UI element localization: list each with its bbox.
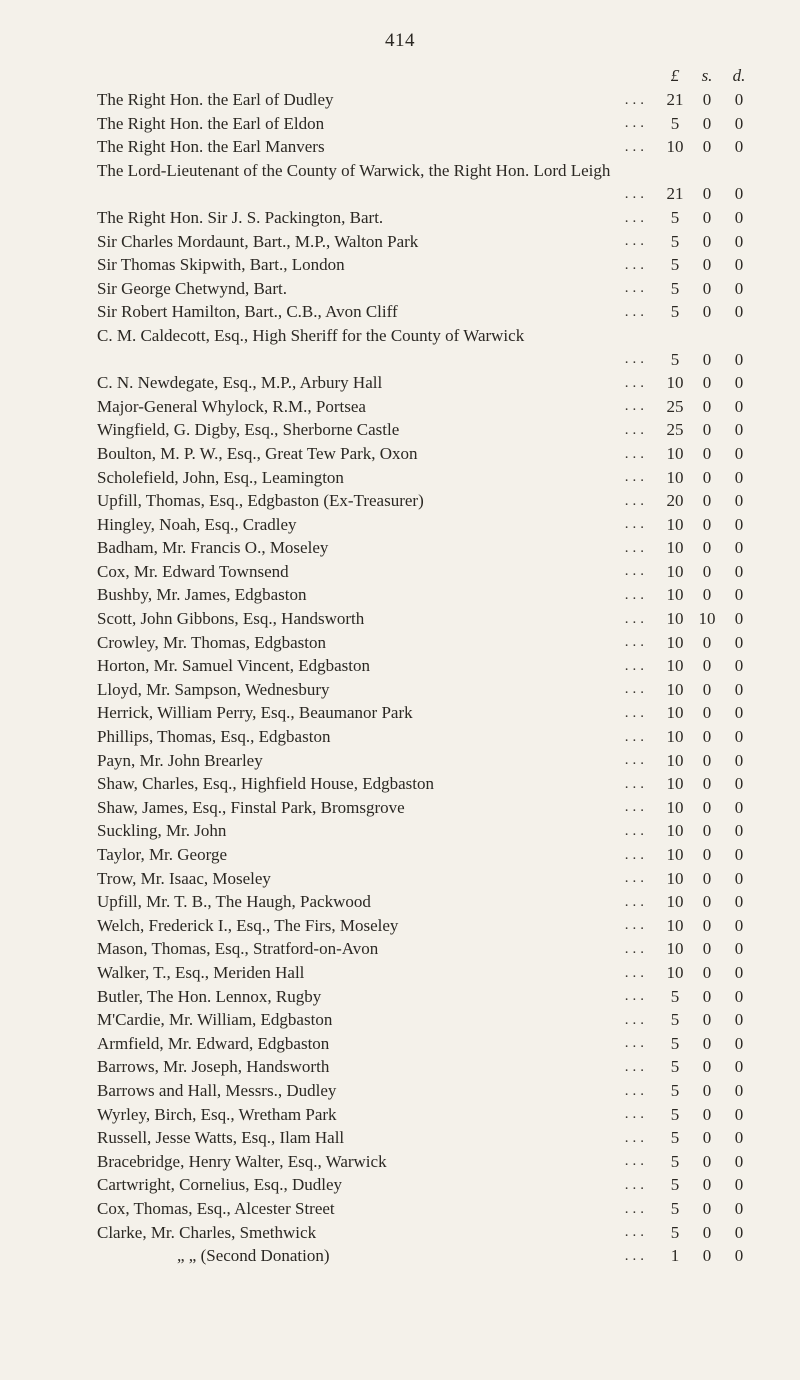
amount-shillings: 0: [702, 892, 712, 912]
subscriber-name: Phillips, Thomas, Esq., Edgbaston: [97, 727, 331, 747]
amount-pence: 0: [734, 868, 744, 888]
amount-pence: 0: [734, 538, 744, 558]
leader-dots: ...: [624, 138, 648, 155]
subscriber-name: Sir Thomas Skipwith, Bart., London: [97, 255, 345, 275]
amount-pence: 0: [734, 821, 744, 841]
amount-pence: 0: [734, 750, 744, 770]
leader-dots: ...: [624, 1011, 648, 1028]
amount-pence: 0: [734, 632, 744, 652]
amount-pence: 0: [734, 231, 744, 251]
amount-shillings: 0: [702, 538, 712, 558]
leader-dots: ...: [624, 233, 648, 250]
leader-dots: ...: [624, 374, 648, 391]
amount-pounds: 10: [666, 679, 684, 699]
subscriber-name: Butler, The Hon. Lennox, Rugby: [97, 986, 322, 1006]
subscriber-name: Badham, Mr. Francis O., Moseley: [97, 538, 329, 558]
list-item: [0, 253, 800, 277]
subscriber-name: Suckling, Mr. John: [97, 821, 227, 841]
list-item: [0, 1244, 800, 1268]
amount-shillings: 0: [702, 1246, 712, 1266]
subscriber-name: Scholefield, John, Esq., Leamington: [97, 467, 344, 487]
amount-pence: 0: [734, 349, 744, 369]
subscriber-list: [0, 88, 800, 1268]
amount-shillings: 0: [702, 255, 712, 275]
amount-shillings: 0: [702, 514, 712, 534]
amount-pence: 0: [734, 1104, 744, 1124]
amount-shillings: 0: [702, 585, 712, 605]
amount-pounds: 10: [666, 962, 684, 982]
amount-pence: 0: [734, 373, 744, 393]
amount-pounds: 10: [666, 774, 684, 794]
subscriber-name: The Right Hon. the Earl of Dudley: [97, 90, 334, 109]
subscriber-name: Herrick, William Perry, Esq., Beaumanor Park: [97, 703, 413, 723]
subscriber-name: Shaw, Charles, Esq., Highfield House, Edgbaston: [97, 774, 434, 794]
list-item: [0, 772, 800, 796]
subscriber-name: Sir Robert Hamilton, Bart., C.B., Avon Cliff: [97, 302, 398, 322]
amount-pounds: 10: [666, 609, 684, 629]
amount-shillings: 0: [702, 1010, 712, 1030]
amount-pence: 0: [734, 986, 744, 1006]
amount-shillings: 0: [702, 821, 712, 841]
list-item: [0, 890, 800, 914]
list-item: [0, 937, 800, 961]
subscriber-name: Armfield, Mr. Edward, Edgbaston: [97, 1033, 330, 1053]
leader-dots: ...: [624, 988, 648, 1005]
amount-pounds: 25: [666, 396, 684, 416]
amount-pence: 0: [734, 915, 744, 935]
amount-pence: 0: [734, 797, 744, 817]
list-item: [0, 631, 800, 655]
amount-pounds: 1: [670, 1246, 680, 1266]
amount-pounds: 5: [670, 1175, 680, 1195]
subscriber-name: Upfill, Mr. T. B., The Haugh, Packwood: [97, 892, 371, 912]
subscriber-name: „ „ (Second Donation): [177, 1246, 330, 1266]
amount-pence: 0: [734, 278, 744, 298]
list-item: [0, 277, 800, 301]
list-item: [0, 536, 800, 560]
amount-pounds: 5: [670, 1057, 680, 1077]
amount-shillings: 0: [702, 679, 712, 699]
amount-pounds: 5: [670, 1151, 680, 1171]
list-item: [0, 112, 800, 136]
amount-shillings: 0: [702, 845, 712, 864]
amount-pounds: 5: [670, 1010, 680, 1030]
leader-dots: ...: [624, 1200, 648, 1217]
list-item: [0, 442, 800, 466]
leader-dots: ...: [624, 351, 648, 368]
leader-dots: ...: [624, 799, 648, 816]
amount-pence: 0: [734, 396, 744, 416]
amount-shillings: 0: [702, 302, 712, 322]
amount-pounds: 10: [666, 632, 684, 652]
list-item: [0, 489, 800, 513]
amount-shillings: 0: [702, 939, 712, 959]
amount-shillings: 0: [702, 750, 712, 770]
amount-pounds: 10: [666, 868, 684, 888]
amount-shillings: 0: [702, 1222, 712, 1242]
amount-shillings: 0: [702, 184, 712, 204]
leader-dots: ...: [624, 1106, 648, 1123]
amount-shillings: 0: [702, 561, 712, 581]
amount-pence: 0: [734, 703, 744, 723]
leader-dots: ...: [624, 705, 648, 722]
amount-pounds: 5: [670, 1198, 680, 1218]
subscriber-name: Lloyd, Mr. Sampson, Wednesbury: [97, 679, 330, 699]
list-item: [0, 1008, 800, 1032]
list-item: [0, 513, 800, 537]
amount-shillings: 0: [702, 137, 712, 157]
amount-pence: 0: [734, 774, 744, 794]
amount-shillings: 10: [698, 609, 716, 629]
amount-shillings: 0: [702, 420, 712, 440]
amount-pence: 0: [734, 1198, 744, 1218]
subscriber-name: Clarke, Mr. Charles, Smethwick: [97, 1222, 317, 1242]
amount-shillings: 0: [702, 986, 712, 1006]
leader-dots: ...: [624, 823, 648, 839]
amount-pounds: 21: [666, 90, 684, 109]
amount-shillings: 0: [702, 443, 712, 463]
amount-pence: 0: [734, 1222, 744, 1242]
amount-pounds: 10: [666, 467, 684, 487]
leader-dots: ...: [624, 185, 648, 202]
amount-pounds: 5: [670, 231, 680, 251]
amount-pounds: 5: [670, 349, 680, 369]
amount-pounds: 10: [666, 727, 684, 747]
leader-dots: ...: [624, 516, 648, 533]
leader-dots: ...: [624, 1176, 648, 1193]
amount-shillings: 0: [702, 231, 712, 251]
amount-pounds: 10: [666, 656, 684, 676]
subscriber-name: Mason, Thomas, Esq., Stratford-on-Avon: [97, 939, 379, 959]
subscriber-name: Welch, Frederick I., Esq., The Firs, Moseley: [97, 915, 399, 935]
amount-pounds: 10: [666, 821, 684, 841]
amount-pounds: 5: [670, 113, 680, 133]
amount-pence: 0: [734, 207, 744, 227]
subscriber-name: Upfill, Thomas, Esq., Edgbaston (Ex-Treasurer): [97, 491, 424, 511]
amount-pence: 0: [734, 467, 744, 487]
amount-pounds: 10: [666, 797, 684, 817]
amount-pence: 0: [734, 514, 744, 534]
leader-dots: ...: [624, 634, 648, 651]
amount-pence: 0: [734, 656, 744, 676]
list-item: [0, 796, 800, 820]
subscriber-name: The Right Hon. the Earl of Eldon: [97, 113, 325, 133]
list-item: [0, 725, 800, 749]
subscriber-name: Sir George Chetwynd, Bart.: [97, 278, 287, 298]
subscriber-name: C. N. Newdegate, Esq., M.P., Arbury Hall: [97, 373, 383, 393]
pence-header: d.: [732, 66, 746, 85]
subscriber-name: Horton, Mr. Samuel Vincent, Edgbaston: [97, 656, 370, 676]
list-item: [0, 1126, 800, 1150]
amount-pounds: 10: [666, 750, 684, 770]
subscriber-name: Shaw, James, Esq., Finstal Park, Bromsgrove: [97, 797, 405, 817]
amount-pounds: 5: [670, 1222, 680, 1242]
list-item: [0, 418, 800, 442]
amount-shillings: 0: [702, 727, 712, 747]
amount-shillings: 0: [702, 207, 712, 227]
list-item: [0, 1032, 800, 1056]
amount-pounds: 5: [670, 1128, 680, 1148]
amount-shillings: 0: [702, 1128, 712, 1148]
amount-pence: 0: [734, 1175, 744, 1195]
amount-pounds: 10: [666, 703, 684, 723]
amount-pence: 0: [734, 137, 744, 157]
amount-pounds: 5: [670, 207, 680, 227]
subscriber-name: Wyrley, Birch, Esq., Wretham Park: [97, 1104, 337, 1124]
subscriber-name: Trow, Mr. Isaac, Moseley: [97, 868, 271, 888]
shillings-header: s.: [701, 66, 713, 85]
amount-pence: 0: [734, 255, 744, 275]
amount-pence: 0: [734, 491, 744, 511]
list-item: [0, 607, 800, 631]
amount-pounds: 10: [666, 939, 684, 959]
amount-pence: 0: [734, 962, 744, 982]
amount-shillings: 0: [702, 1080, 712, 1100]
subscriber-name: Bracebridge, Henry Walter, Esq., Warwick: [97, 1151, 387, 1171]
subscriber-name: Walker, T., Esq., Meriden Hall: [97, 962, 305, 982]
leader-dots: ...: [624, 280, 648, 297]
list-item: [0, 324, 800, 371]
amount-shillings: 0: [702, 1175, 712, 1195]
leader-dots: ...: [624, 917, 648, 934]
amount-shillings: 0: [702, 349, 712, 369]
leader-dots: ...: [624, 469, 648, 486]
list-item: [0, 1221, 800, 1245]
list-item: [0, 1079, 800, 1103]
amount-pounds: 10: [666, 514, 684, 534]
list-item: [0, 88, 800, 112]
amount-shillings: 0: [702, 915, 712, 935]
leader-dots: ...: [624, 1224, 648, 1241]
subscriber-name: The Right Hon. Sir J. S. Packington, Bart.: [97, 207, 384, 227]
list-item: [0, 819, 800, 843]
amount-shillings: 0: [702, 656, 712, 676]
amount-pence: 0: [734, 892, 744, 912]
amount-pence: 0: [734, 1033, 744, 1053]
list-item: [0, 1103, 800, 1127]
amount-pounds: 10: [666, 443, 684, 463]
amount-shillings: 0: [702, 1104, 712, 1124]
list-item: [0, 843, 800, 867]
amount-shillings: 0: [702, 1151, 712, 1171]
amount-pounds: 10: [666, 915, 684, 935]
list-item: [0, 371, 800, 395]
page-number: 414: [385, 30, 415, 51]
amount-shillings: 0: [702, 868, 712, 888]
amount-shillings: 0: [702, 373, 712, 393]
subscriber-name: Wingfield, G. Digby, Esq., Sherborne Castle: [97, 420, 400, 440]
amount-pounds: 5: [670, 255, 680, 275]
leader-dots: ...: [624, 893, 648, 910]
leader-dots: ...: [624, 303, 648, 320]
leader-dots: ...: [624, 492, 648, 509]
amount-pounds: 5: [670, 1033, 680, 1053]
leader-dots: ...: [624, 752, 648, 769]
list-item: [0, 135, 800, 159]
amount-pence: 0: [734, 727, 744, 747]
leader-dots: ...: [624, 681, 648, 698]
amount-pounds: 5: [670, 1080, 680, 1100]
currency-column-headers: [660, 66, 760, 88]
subscriber-name: Crowley, Mr. Thomas, Edgbaston: [97, 632, 327, 652]
amount-pounds: 10: [666, 892, 684, 912]
leader-dots: ...: [624, 1247, 648, 1264]
amount-pence: 0: [734, 443, 744, 463]
subscriber-name: The Right Hon. the Earl Manvers: [97, 137, 325, 157]
list-item: [0, 583, 800, 607]
leader-dots: ...: [624, 657, 648, 674]
subscriber-name: Bushby, Mr. James, Edgbaston: [97, 585, 307, 605]
amount-pounds: 21: [666, 184, 684, 204]
list-item: [0, 466, 800, 490]
list-item: [0, 159, 800, 206]
leader-dots: ...: [624, 445, 648, 462]
list-item: [0, 300, 800, 324]
amount-pounds: 10: [666, 585, 684, 605]
amount-shillings: 0: [702, 1057, 712, 1077]
leader-dots: ...: [624, 846, 648, 863]
subscriber-name: Cartwright, Cornelius, Esq., Dudley: [97, 1175, 343, 1195]
amount-pounds: 10: [666, 538, 684, 558]
leader-dots: ...: [624, 587, 648, 604]
amount-pence: 0: [734, 1057, 744, 1077]
leader-dots: ...: [624, 563, 648, 580]
amount-pounds: 10: [666, 137, 684, 157]
amount-shillings: 0: [702, 962, 712, 982]
amount-pounds: 5: [670, 278, 680, 298]
amount-pounds: 20: [666, 491, 684, 511]
amount-pence: 0: [734, 420, 744, 440]
amount-shillings: 0: [702, 491, 712, 511]
list-item: [0, 1055, 800, 1079]
leader-dots: ...: [624, 209, 648, 226]
subscriber-name: Barrows, Mr. Joseph, Handsworth: [97, 1057, 330, 1077]
list-item: [0, 206, 800, 230]
amount-pence: 0: [734, 1080, 744, 1100]
amount-shillings: 0: [702, 278, 712, 298]
leader-dots: ...: [624, 115, 648, 132]
subscriber-name: C. M. Caldecott, Esq., High Sheriff for the County of Warwick: [97, 325, 525, 345]
amount-pence: 0: [734, 1010, 744, 1030]
amount-pounds: 25: [666, 420, 684, 440]
amount-pence: 0: [734, 561, 744, 581]
list-item: [0, 1150, 800, 1174]
amount-pounds: 5: [670, 986, 680, 1006]
amount-shillings: 0: [702, 467, 712, 487]
leader-dots: ...: [624, 940, 648, 957]
list-item: [0, 230, 800, 254]
leader-dots: ...: [624, 1129, 648, 1146]
amount-shillings: 0: [702, 396, 712, 416]
leader-dots: ...: [624, 1153, 648, 1170]
amount-shillings: 0: [702, 113, 712, 133]
list-item: [0, 678, 800, 702]
leader-dots: ...: [624, 1058, 648, 1075]
amount-shillings: 0: [702, 90, 712, 109]
subscriber-name: Major-General Whylock, R.M., Portsea: [97, 396, 366, 416]
leader-dots: ...: [624, 539, 648, 556]
amount-pence: 0: [734, 939, 744, 959]
leader-dots: ...: [624, 398, 648, 415]
subscriber-name: Scott, John Gibbons, Esq., Handsworth: [97, 609, 365, 629]
list-item: [0, 749, 800, 773]
list-item: [0, 701, 800, 725]
subscriber-name: Russell, Jesse Watts, Esq., Ilam Hall: [97, 1128, 345, 1148]
amount-pence: 0: [734, 845, 744, 864]
amount-shillings: 0: [702, 797, 712, 817]
pounds-header: £: [670, 66, 680, 85]
leader-dots: ...: [624, 91, 648, 108]
leader-dots: ...: [624, 610, 648, 627]
list-item: [0, 654, 800, 678]
list-item: [0, 867, 800, 891]
list-item: [0, 1173, 800, 1197]
amount-pounds: 10: [666, 845, 684, 864]
amount-pounds: 5: [670, 302, 680, 322]
list-item: [0, 395, 800, 419]
amount-pounds: 10: [666, 373, 684, 393]
leader-dots: ...: [624, 728, 648, 745]
amount-pence: 0: [734, 1128, 744, 1148]
subscriber-name: Cox, Thomas, Esq., Alcester Street: [97, 1198, 335, 1218]
subscriber-name: The Lord-Lieutenant of the County of Warwick, the Right Hon. Lord Leigh: [97, 160, 611, 180]
subscriber-name: Barrows and Hall, Messrs., Dudley: [97, 1080, 337, 1100]
amount-pence: 0: [734, 113, 744, 133]
leader-dots: ...: [624, 964, 648, 981]
subscriber-name: Taylor, Mr. George: [97, 845, 228, 864]
list-item: [0, 560, 800, 584]
subscriber-name: M'Cardie, Mr. William, Edgbaston: [97, 1010, 333, 1030]
amount-shillings: 0: [702, 774, 712, 794]
amount-pence: 0: [734, 1151, 744, 1171]
leader-dots: ...: [624, 421, 648, 438]
subscriber-name: Payn, Mr. John Brearley: [97, 750, 263, 770]
list-item: [0, 985, 800, 1009]
amount-pence: 0: [734, 679, 744, 699]
amount-pence: 0: [734, 302, 744, 322]
list-item: [0, 1197, 800, 1221]
list-item: [0, 914, 800, 938]
subscriber-name: Hingley, Noah, Esq., Cradley: [97, 514, 297, 534]
amount-pounds: 5: [670, 1104, 680, 1124]
amount-shillings: 0: [702, 703, 712, 723]
subscriber-name: Boulton, M. P. W., Esq., Great Tew Park, Oxon: [97, 443, 418, 463]
amount-shillings: 0: [702, 632, 712, 652]
amount-pence: 0: [734, 184, 744, 204]
subscriber-name: Sir Charles Mordaunt, Bart., M.P., Walton Park: [97, 231, 419, 251]
amount-pence: 0: [734, 1246, 744, 1266]
leader-dots: ...: [624, 1082, 648, 1099]
amount-pence: 0: [734, 585, 744, 605]
leader-dots: ...: [624, 256, 648, 273]
amount-shillings: 0: [702, 1198, 712, 1218]
amount-pence: 0: [734, 609, 744, 629]
subscriber-name: Cox, Mr. Edward Townsend: [97, 561, 289, 581]
list-item: [0, 961, 800, 985]
leader-dots: ...: [624, 1035, 648, 1052]
amount-pounds: 10: [666, 561, 684, 581]
amount-pence: 0: [734, 90, 744, 109]
amount-shillings: 0: [702, 1033, 712, 1053]
leader-dots: ...: [624, 775, 648, 792]
leader-dots: ...: [624, 870, 648, 887]
